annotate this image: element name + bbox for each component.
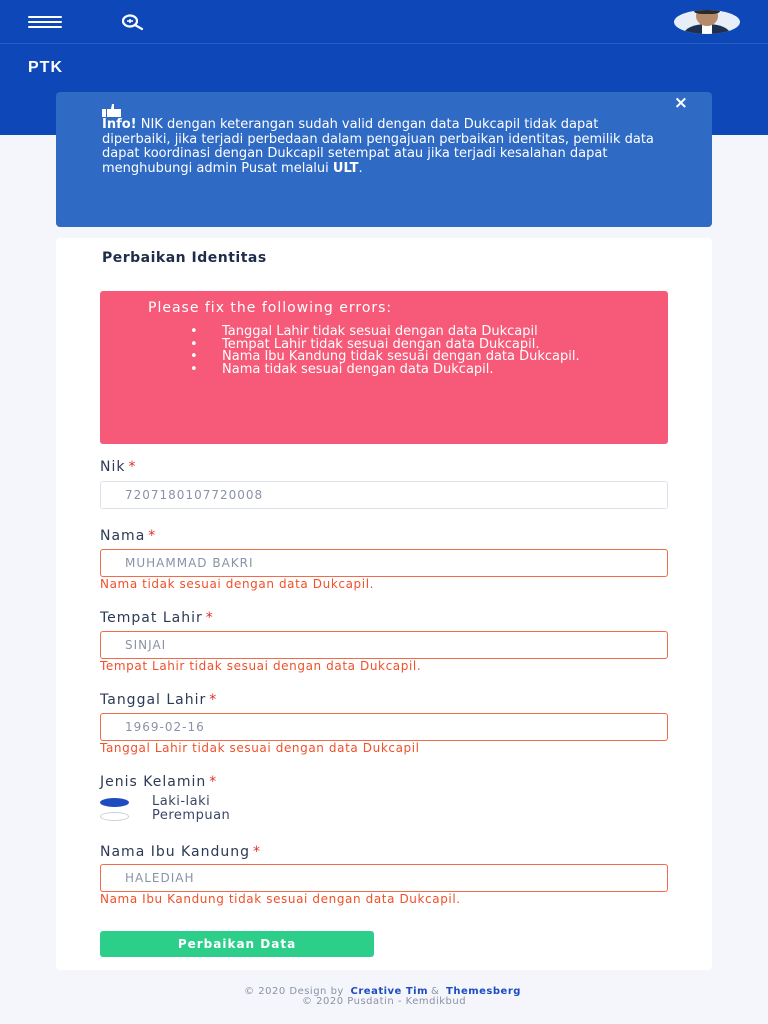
nama-label: Nama *: [100, 528, 157, 544]
error-item: • Nama tidak sesuai dengan data Dukcapil.: [190, 364, 630, 377]
error-heading: Please fix the following errors:: [148, 300, 393, 316]
nama-ibu-label: Nama Ibu Kandung *: [100, 844, 261, 860]
error-item: • Tanggal Lahir tidak sesuai dengan data Dukcapil: [190, 326, 630, 339]
search-icon[interactable]: [118, 12, 150, 32]
info-ult: ULT: [332, 160, 359, 176]
creative-tim-link[interactable]: Creative Tim: [350, 986, 428, 997]
footer-copyright: © 2020 Pusdatin - Kemdikbud: [301, 996, 467, 1007]
footer: [0, 987, 768, 1007]
info-text-end: .: [358, 160, 363, 176]
tempat-lahir-error: Tempat Lahir tidak sesuai dengan data Dukcapil.: [100, 659, 422, 673]
footer-credit: © 2020 Design by Creative Tim & Themesberg: [244, 986, 521, 997]
info-alert: [56, 92, 712, 227]
identity-form-card: Perbaikan Identitas Please fix the following errors: • Tanggal Lahir tidak sesuai dengan data Dukcapil • Tempat Lahir tidak sesuai dengan data Dukcapil. • Nama Ibu Kandung tidak sesuai dengan data Dukcapil. • Nama tidak sesuai dengan data Dukcapil. Nik * 7207180107720008 Nama * MUHAMMAD BAKRI Nama tidak sesuai dengan data Dukcapil. Tempat Lahir * SINJAI Tempat Lahir tidak sesuai dengan data Dukcapil. Tanggal Lahir * 1969-02-16 Tanggal Lahir tidak sesuai dengan data Dukcapil Jenis Kelamin * Laki-laki Perempuan Nama Ibu Kandung * HALEDIAH Nama Ibu Kandung tidak sesuai dengan data Dukcapil. Perbaikan Data: [56, 238, 712, 970]
nama-error: Nama tidak sesuai dengan data Dukcapil.: [100, 577, 375, 591]
user-avatar[interactable]: [674, 10, 740, 34]
themesberg-link[interactable]: Themesberg: [446, 986, 521, 997]
info-text: NIK dengan keterangan sudah valid dengan data Dukcapil tidak dapat diperbaiki, jika terjadi perbedaan dalam pengajuan perbaikan identitas, pemilik data dapat koordinasi dengan Dukcapil setempat atau jika terjadi kesalahan dapat menghubungi admin Pusat melalui: [102, 117, 654, 176]
nik-label: Nik *: [100, 459, 137, 475]
submit-button[interactable]: Perbaikan Data: [100, 931, 374, 957]
radio-selected-icon[interactable]: [100, 798, 129, 807]
nik-field[interactable]: [100, 481, 668, 509]
thumbs-up-icon: [102, 104, 122, 117]
menu-icon[interactable]: [28, 16, 62, 30]
error-list: [190, 326, 630, 376]
tempat-lahir-label: Tempat Lahir *: [100, 610, 214, 626]
form-title: Perbaikan Identitas: [102, 250, 267, 266]
close-icon[interactable]: ×: [673, 93, 688, 113]
page-title: PTK: [28, 59, 63, 76]
jenis-kelamin-label: Jenis Kelamin *: [100, 774, 218, 790]
nama-field[interactable]: [100, 549, 668, 577]
tanggal-lahir-label: Tanggal Lahir *: [100, 692, 218, 708]
tanggal-lahir-field[interactable]: [100, 713, 668, 741]
error-item: • Tempat Lahir tidak sesuai dengan data Dukcapil.: [190, 339, 630, 352]
error-alert: [100, 291, 668, 444]
top-nav: [0, 0, 768, 44]
info-strong: Info!: [102, 117, 137, 132]
nama-ibu-field[interactable]: [100, 864, 668, 892]
error-item: • Nama Ibu Kandung tidak sesuai dengan data Dukcapil.: [190, 351, 630, 364]
tempat-lahir-field[interactable]: [100, 631, 668, 659]
tanggal-lahir-error: Tanggal Lahir tidak sesuai dengan data Dukcapil: [100, 741, 420, 755]
nama-ibu-error: Nama Ibu Kandung tidak sesuai dengan data Dukcapil.: [100, 892, 461, 906]
radio-unselected-icon[interactable]: [100, 812, 129, 821]
